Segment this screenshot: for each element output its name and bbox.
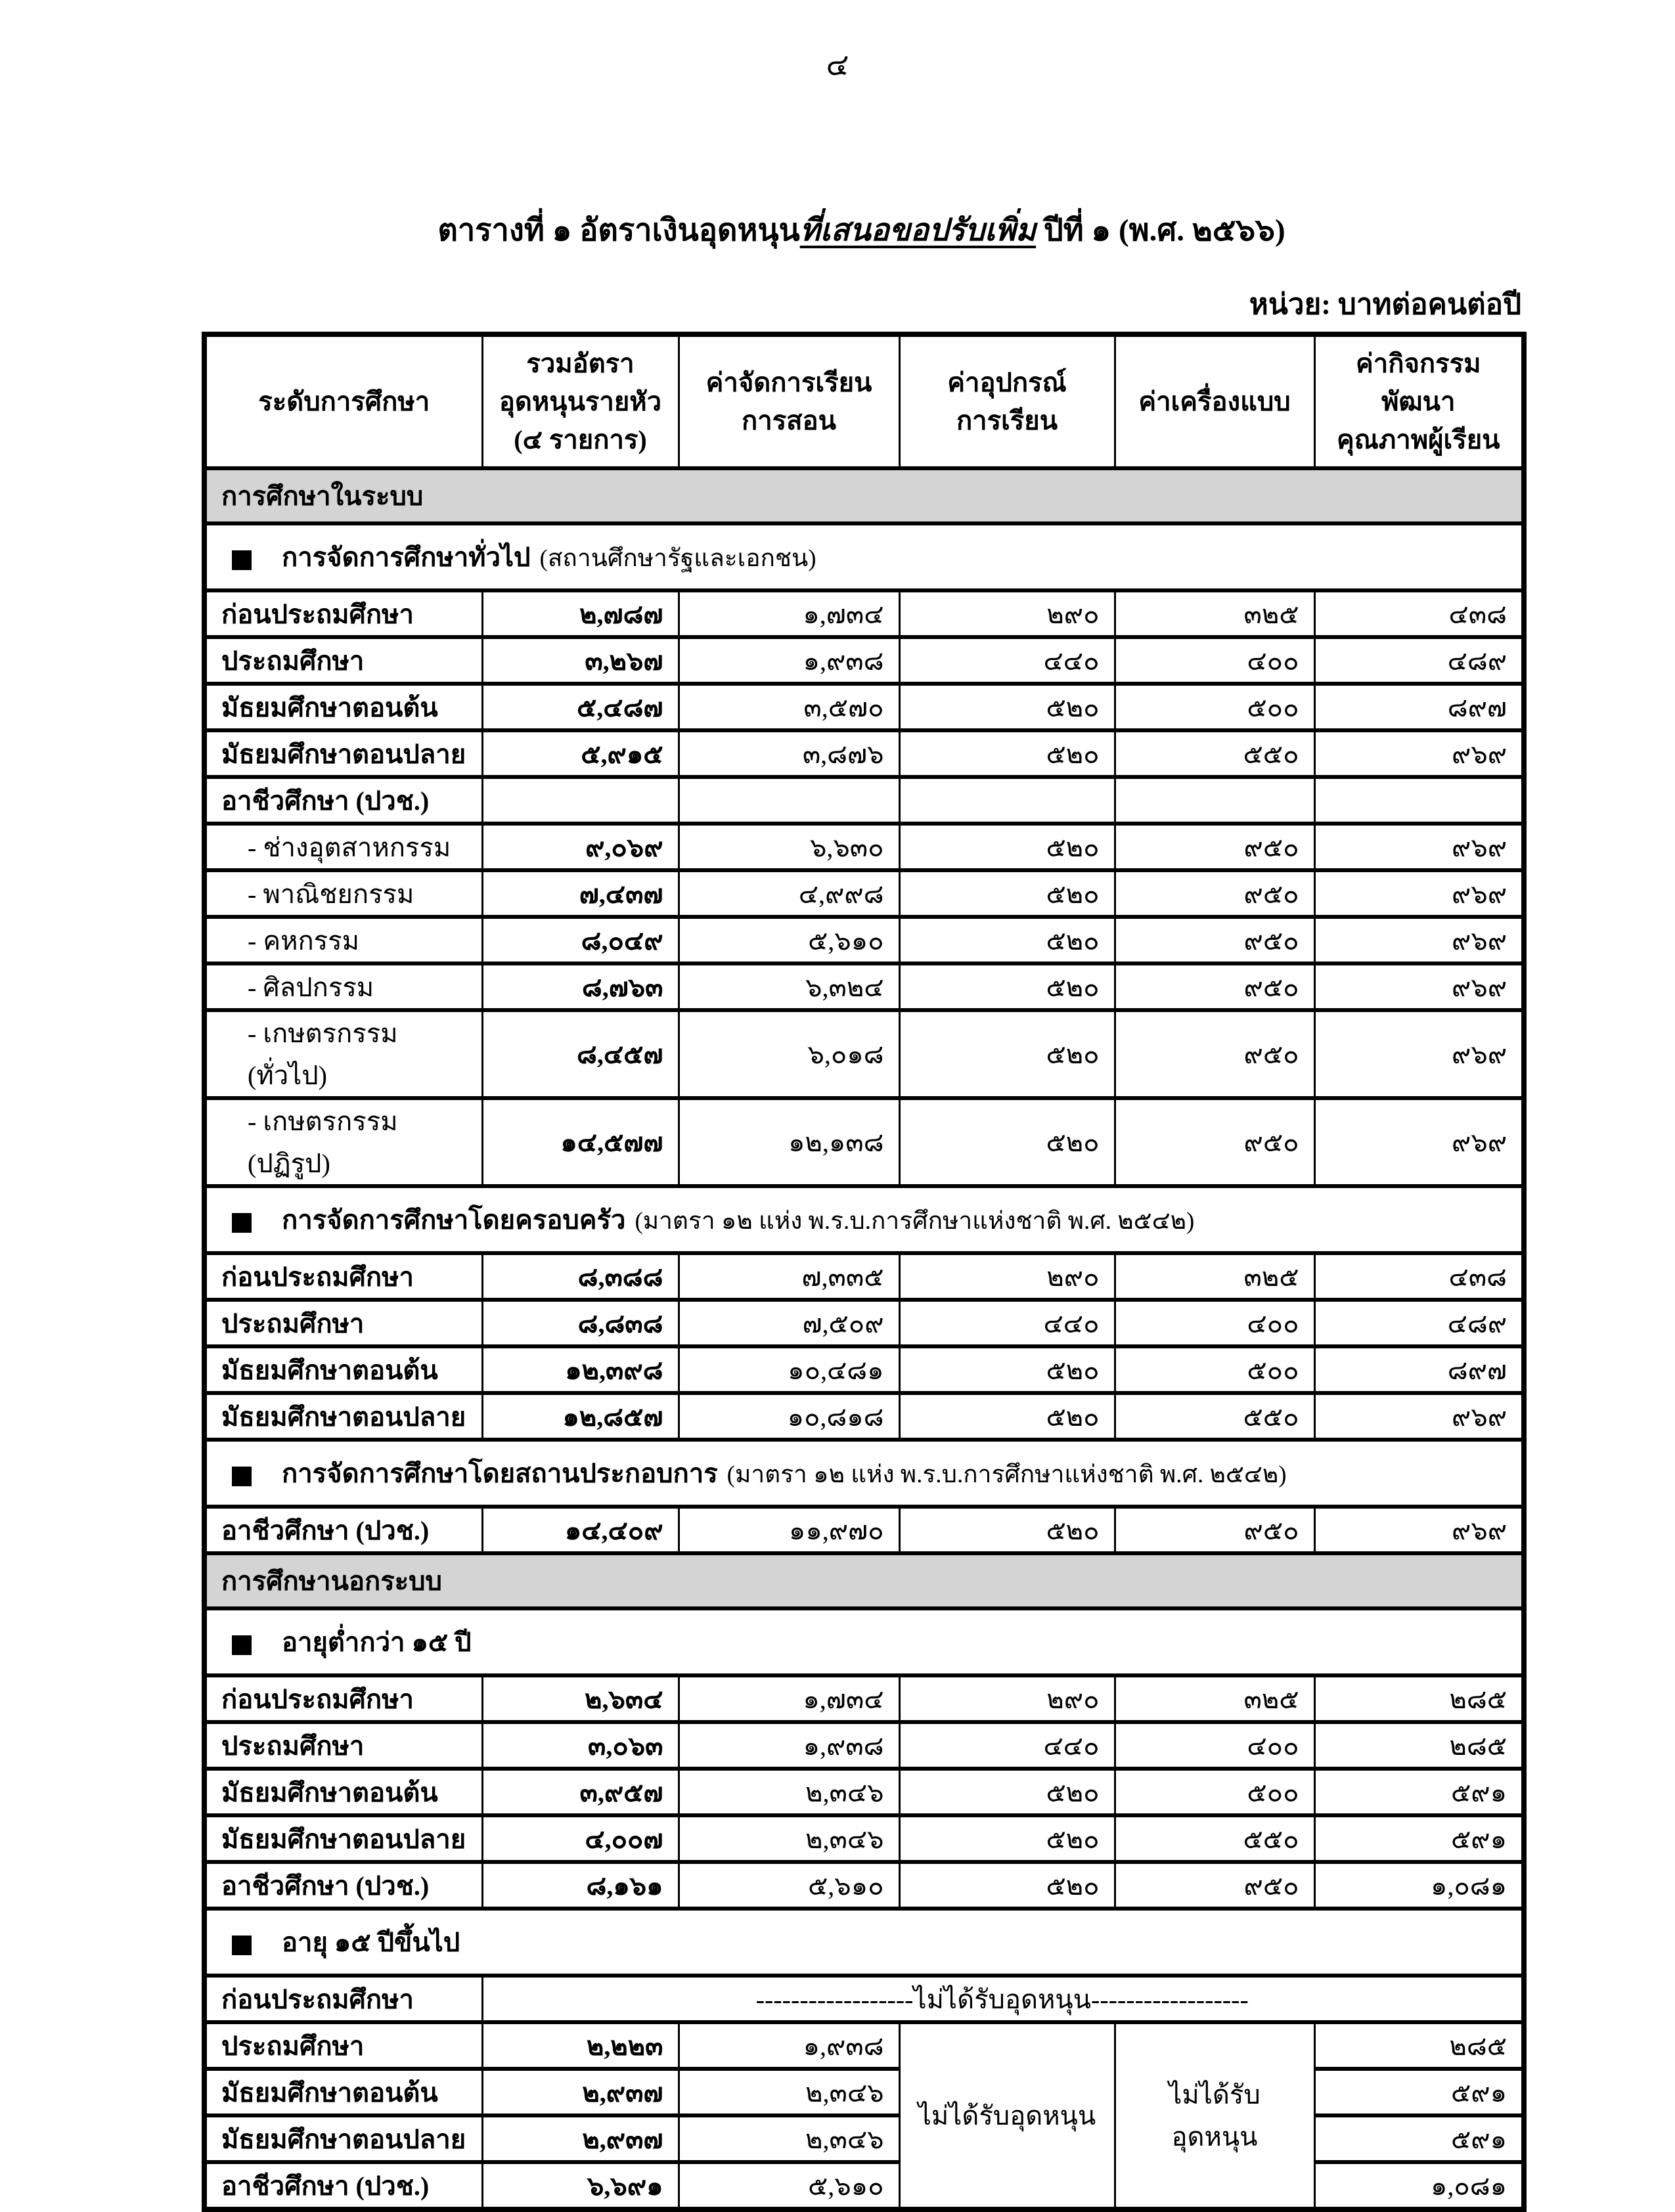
subsection-cell: [204, 1440, 1524, 1507]
row-label: มัธยมศึกษาตอนปลาย: [204, 1815, 482, 1862]
table-row: [204, 2162, 1524, 2209]
header-text: ค่าอุปกรณ์: [947, 367, 1067, 397]
table-row: [204, 1253, 1524, 1300]
bullet-square-icon: [232, 1936, 252, 1955]
activity-cost-cell: ๒๘๕: [1314, 1675, 1524, 1722]
row-label: ก่อนประถมศึกษา: [204, 1253, 482, 1300]
subsection-label: อายุต่ำกว่า ๑๕ ปี: [282, 1627, 472, 1657]
equipment-cost-cell: ๕๒๐: [899, 684, 1115, 730]
row-label: ก่อนประถมศึกษา: [204, 590, 482, 637]
uniform-cost-cell: ๕๕๐: [1115, 730, 1314, 777]
activity-cost-cell: ๔๓๘: [1314, 1253, 1524, 1300]
bullet-square-icon: [232, 1635, 252, 1655]
subsection-label: การจัดการศึกษาโดยครอบครัว: [282, 1205, 626, 1235]
total-rate-cell: ๒,๙๓๗: [482, 2115, 679, 2162]
total-rate-cell: ๖,๖๙๑: [482, 2162, 679, 2209]
uniform-cost-cell: ๙๕๐: [1115, 824, 1314, 870]
teaching-cost-cell: ๕,๖๑๐: [679, 1862, 899, 1909]
equipment-cost-cell: ๕๒๐: [899, 1346, 1115, 1393]
equipment-cost-cell: ๒๙๐: [899, 590, 1115, 637]
equipment-cost-cell: ๕๒๐: [899, 1815, 1115, 1862]
bullet-square-icon: [232, 1467, 252, 1486]
uniform-cost-cell: ๙๕๐: [1115, 1098, 1314, 1186]
activity-cost-cell: ๒๘๕: [1314, 2022, 1524, 2069]
teaching-cost-cell: ๑,๗๓๔: [679, 590, 899, 637]
uniform-cost-cell: ๙๕๐: [1115, 917, 1314, 963]
table-row: [204, 1300, 1524, 1346]
header-row: [204, 334, 1524, 468]
activity-cost-cell: ๑,๐๘๑: [1314, 1862, 1524, 1909]
row-label: ประถมศึกษา: [204, 1722, 482, 1769]
activity-cost-cell: ๔๓๘: [1314, 590, 1524, 637]
activity-cost-cell: ๙๖๙: [1314, 1010, 1524, 1098]
equipment-cost-cell: ๕๒๐: [899, 963, 1115, 1010]
table-row: [204, 777, 1524, 824]
teaching-cost-cell: ๖,๓๒๔: [679, 963, 899, 1010]
subsection-row-over15: [204, 1909, 1524, 1976]
section-row-nonformal: [204, 1553, 1524, 1608]
table-row: [204, 2069, 1524, 2115]
title-prefix: ตารางที่ ๑ อัตราเงินอุดหนุน: [437, 213, 800, 248]
teaching-cost-cell: ๒,๓๔๖: [679, 2069, 899, 2115]
row-label: ประถมศึกษา: [204, 2022, 482, 2069]
activity-cost-cell: ๙๖๙: [1314, 730, 1524, 777]
row-label: อาชีวศึกษา (ปวช.): [204, 1507, 482, 1553]
row-label: - เกษตรกรรม (ปฏิรูป): [204, 1098, 482, 1186]
subsection-row-general: [204, 523, 1524, 590]
equipment-cost-cell: ๕๒๐: [899, 1862, 1115, 1909]
subsection-label: การจัดการศึกษาทั่วไป: [282, 542, 531, 572]
uniform-cost-cell: ๔๐๐: [1115, 1722, 1314, 1769]
row-label: ก่อนประถมศึกษา: [204, 1976, 482, 2022]
equipment-cost-cell: [899, 777, 1115, 824]
uniform-cost-cell: ๙๕๐: [1115, 1507, 1314, 1553]
table-row: [204, 870, 1524, 917]
row-label: มัธยมศึกษาตอนปลาย: [204, 1393, 482, 1440]
table-row: [204, 1675, 1524, 1722]
unit-label: หน่วย: บาทต่อคนต่อปี: [1249, 288, 1521, 321]
row-label: ก่อนประถมศึกษา: [204, 1675, 482, 1722]
activity-cost-cell: ๘๙๗: [1314, 1346, 1524, 1393]
table-row: [204, 917, 1524, 963]
activity-cost-cell: ๙๖๙: [1314, 1507, 1524, 1553]
uniform-cost-cell: ๙๕๐: [1115, 1010, 1314, 1098]
header-text: รวมอัตรา: [526, 348, 635, 378]
activity-cost-cell: ๙๖๙: [1314, 1098, 1524, 1186]
total-rate-cell: ๘,๐๔๙: [482, 917, 679, 963]
total-rate-cell: ๕,๙๑๕: [482, 730, 679, 777]
activity-cost-cell: ๙๖๙: [1314, 824, 1524, 870]
section-label: การศึกษานอกระบบ: [204, 1553, 1524, 1608]
uniform-cost-cell: ๕๐๐: [1115, 1769, 1314, 1815]
equipment-cost-cell: ๒๙๐: [899, 1253, 1115, 1300]
uniform-cost-cell: ๓๒๕: [1115, 590, 1314, 637]
teaching-cost-cell: ๖,๐๑๘: [679, 1010, 899, 1098]
table-row: [204, 684, 1524, 730]
total-rate-cell: ๑๔,๔๐๙: [482, 1507, 679, 1553]
teaching-cost-cell: ๑๐,๘๑๘: [679, 1393, 899, 1440]
activity-cost-cell: ๕๙๑: [1314, 1769, 1524, 1815]
subsection-cell: [204, 1608, 1524, 1675]
table-row: [204, 730, 1524, 777]
title-underlined-part: ที่เสนอขอปรับเพิ่ม: [799, 213, 1037, 248]
total-rate-cell: ๘,๗๖๓: [482, 963, 679, 1010]
teaching-cost-cell: ๖,๖๓๐: [679, 824, 899, 870]
teaching-cost-cell: ๒,๓๔๖: [679, 1769, 899, 1815]
col-header-equipment-cost: [899, 334, 1115, 468]
row-label: - ศิลปกรรม: [204, 963, 482, 1010]
teaching-cost-cell: ๗,๕๐๙: [679, 1300, 899, 1346]
subsection-label: การจัดการศึกษาโดยสถานประกอบการ: [282, 1459, 718, 1488]
equipment-cost-cell: ๕๒๐: [899, 1393, 1115, 1440]
activity-cost-cell: ๙๖๙: [1314, 963, 1524, 1010]
row-label: - เกษตรกรรม (ทั่วไป): [204, 1010, 482, 1098]
row-label: มัธยมศึกษาตอนต้น: [204, 2069, 482, 2115]
uniform-cost-cell: [1115, 777, 1314, 824]
subsection-row-under15: [204, 1608, 1524, 1675]
row-label: - ช่างอุตสาหกรรม: [204, 824, 482, 870]
header-text: ค่าเครื่องแบบ: [1138, 386, 1291, 416]
table-row: [204, 1346, 1524, 1393]
uniform-cost-cell: ๙๕๐: [1115, 870, 1314, 917]
title-suffix: ปีที่ ๑ (พ.ศ. ๒๕๖๖): [1036, 213, 1285, 248]
uniform-cost-cell: ๕๐๐: [1115, 1346, 1314, 1393]
teaching-cost-cell: ๑,๙๓๘: [679, 1722, 899, 1769]
table-title: [202, 205, 1521, 254]
row-label: - คหกรรม: [204, 917, 482, 963]
bullet-square-icon: [232, 1213, 252, 1233]
row-label: มัธยมศึกษาตอนต้น: [204, 1346, 482, 1393]
teaching-cost-cell: ๑,๙๓๘: [679, 2022, 899, 2069]
table-row: [204, 637, 1524, 684]
row-label: อาชีวศึกษา (ปวช.): [204, 2162, 482, 2209]
header-text: ระดับการศึกษา: [258, 386, 430, 416]
uniform-cost-cell: ๙๕๐: [1115, 1862, 1314, 1909]
teaching-cost-cell: ๗,๓๓๕: [679, 1253, 899, 1300]
teaching-cost-cell: ๑๑,๙๗๐: [679, 1507, 899, 1553]
total-rate-cell: ๒,๗๘๗: [482, 590, 679, 637]
teaching-cost-cell: ๑,๙๓๘: [679, 637, 899, 684]
teaching-cost-cell: ๑๐,๔๘๑: [679, 1346, 899, 1393]
activity-cost-cell: ๙๖๙: [1314, 917, 1524, 963]
table-row: [204, 1393, 1524, 1440]
subsection-note: (มาตรา ๑๒ แห่ง พ.ร.บ.การศึกษาแห่งชาติ พ.ศ. ๒๕๔๒): [635, 1208, 1195, 1235]
row-label: ประถมศึกษา: [204, 637, 482, 684]
uniform-cost-cell: ๕๕๐: [1115, 1815, 1314, 1862]
activity-cost-cell: ๔๘๙: [1314, 1300, 1524, 1346]
uniform-cost-cell: ๓๒๕: [1115, 1675, 1314, 1722]
activity-cost-cell: [1314, 777, 1524, 824]
uniform-cost-cell: ๓๒๕: [1115, 1253, 1314, 1300]
subsection-note: (มาตรา ๑๒ แห่ง พ.ร.บ.การศึกษาแห่งชาติ พ.ศ. ๒๕๔๒): [726, 1461, 1287, 1488]
teaching-cost-cell: ๕,๖๑๐: [679, 2162, 899, 2209]
equipment-cost-cell: ๕๒๐: [899, 730, 1115, 777]
col-header-education-level: [204, 334, 482, 468]
total-rate-cell: ๑๒,๓๙๘: [482, 1346, 679, 1393]
equipment-cost-cell: ๔๔๐: [899, 637, 1115, 684]
activity-cost-cell: ๕๙๑: [1314, 2115, 1524, 2162]
total-rate-cell: ๒,๒๒๓: [482, 2022, 679, 2069]
subsidy-rate-table: [202, 332, 1527, 2212]
row-label: มัธยมศึกษาตอนปลาย: [204, 2115, 482, 2162]
teaching-cost-cell: ๒,๓๔๖: [679, 1815, 899, 1862]
teaching-cost-cell: ๓,๘๗๖: [679, 730, 899, 777]
total-rate-cell: ๒,๖๓๔: [482, 1675, 679, 1722]
equipment-cost-cell: ๒๙๐: [899, 1675, 1115, 1722]
subsection-cell: [204, 1186, 1524, 1253]
total-rate-cell: ๔,๐๐๗: [482, 1815, 679, 1862]
equipment-cost-cell: ๔๔๐: [899, 1722, 1115, 1769]
subsection-row-homeschool: [204, 1186, 1524, 1253]
equipment-cost-cell: ๕๒๐: [899, 870, 1115, 917]
table-row: [204, 963, 1524, 1010]
row-label: อาชีวศึกษา (ปวช.): [204, 1862, 482, 1909]
col-header-total-rate: [482, 334, 679, 468]
equipment-cost-cell: ๕๒๐: [899, 1769, 1115, 1815]
section-row-in-system: [204, 468, 1524, 523]
activity-cost-cell: ๑,๐๘๑: [1314, 2162, 1524, 2209]
table-row-no-subsidy: [204, 1976, 1524, 2022]
table-row: [204, 824, 1524, 870]
subsection-row-workplace: [204, 1440, 1524, 1507]
header-text: คุณภาพผู้เรียน: [1337, 424, 1500, 454]
teaching-cost-cell: ๓,๕๗๐: [679, 684, 899, 730]
row-label: มัธยมศึกษาตอนปลาย: [204, 730, 482, 777]
equipment-cost-cell: ๕๒๐: [899, 1010, 1115, 1098]
header-text: ค่ากิจกรรมพัฒนา: [1356, 348, 1481, 416]
section-label: การศึกษาในระบบ: [204, 468, 1524, 523]
teaching-cost-cell: ๒,๓๔๖: [679, 2115, 899, 2162]
row-label: อาชีวศึกษา (ปวช.): [204, 777, 482, 824]
teaching-cost-cell: [679, 777, 899, 824]
row-label: มัธยมศึกษาตอนต้น: [204, 684, 482, 730]
no-subsidy-dashed-cell: ------------------ไม่ได้รับอุดหนุน------------------: [482, 1976, 1524, 2022]
no-subsidy-merged-cell: ไม่ได้รับอุดหนุน: [1115, 2022, 1314, 2209]
bullet-square-icon: [232, 550, 252, 570]
activity-cost-cell: ๕๙๑: [1314, 2069, 1524, 2115]
activity-cost-cell: ๙๖๙: [1314, 1393, 1524, 1440]
header-text: การสอน: [742, 405, 836, 435]
total-rate-cell: ๘,๑๖๑: [482, 1862, 679, 1909]
col-header-uniform-cost: [1115, 334, 1314, 468]
subsection-note: (สถานศึกษารัฐและเอกชน): [539, 545, 816, 572]
activity-cost-cell: ๘๙๗: [1314, 684, 1524, 730]
total-rate-cell: ๑๒,๘๕๗: [482, 1393, 679, 1440]
col-header-activity-cost: [1314, 334, 1524, 468]
header-text: ค่าจัดการเรียน: [705, 367, 872, 397]
total-rate-cell: ๕,๔๘๗: [482, 684, 679, 730]
teaching-cost-cell: ๑,๗๓๔: [679, 1675, 899, 1722]
no-subsidy-merged-cell: ไม่ได้รับอุดหนุน: [899, 2022, 1115, 2209]
teaching-cost-cell: ๑๒,๑๓๘: [679, 1098, 899, 1186]
table-row: [204, 1769, 1524, 1815]
table-row: [204, 1815, 1524, 1862]
uniform-cost-cell: ๙๕๐: [1115, 963, 1314, 1010]
total-rate-cell: ๑๔,๕๗๗: [482, 1098, 679, 1186]
table-row: [204, 590, 1524, 637]
total-rate-cell: ๗,๔๓๗: [482, 870, 679, 917]
activity-cost-cell: ๙๖๙: [1314, 870, 1524, 917]
uniform-cost-cell: ๔๐๐: [1115, 637, 1314, 684]
equipment-cost-cell: ๕๒๐: [899, 1507, 1115, 1553]
equipment-cost-cell: ๕๒๐: [899, 824, 1115, 870]
activity-cost-cell: ๔๘๙: [1314, 637, 1524, 684]
subsection-cell: [204, 523, 1524, 590]
total-rate-cell: ๘,๓๘๘: [482, 1253, 679, 1300]
total-rate-cell: ๙,๐๖๙: [482, 824, 679, 870]
total-rate-cell: [482, 777, 679, 824]
header-text: อุดหนุนรายหัว: [499, 386, 662, 416]
table-row: [204, 1507, 1524, 1553]
row-label: มัธยมศึกษาตอนต้น: [204, 1769, 482, 1815]
row-label: - พาณิชยกรรม: [204, 870, 482, 917]
table-row: [204, 1010, 1524, 1098]
row-label: ประถมศึกษา: [204, 1300, 482, 1346]
uniform-cost-cell: ๕๐๐: [1115, 684, 1314, 730]
total-rate-cell: ๓,๐๖๓: [482, 1722, 679, 1769]
table-row: [204, 2115, 1524, 2162]
total-rate-cell: ๘,๔๕๗: [482, 1010, 679, 1098]
table-row: [204, 1862, 1524, 1909]
subsection-label: อายุ ๑๕ ปีขึ้นไป: [282, 1928, 460, 1957]
table-row: [204, 2022, 1524, 2069]
activity-cost-cell: ๒๘๕: [1314, 1722, 1524, 1769]
uniform-cost-cell: ๕๕๐: [1115, 1393, 1314, 1440]
activity-cost-cell: ๕๙๑: [1314, 1815, 1524, 1862]
table-row: [204, 1098, 1524, 1186]
subsection-cell: [204, 1909, 1524, 1976]
total-rate-cell: ๘,๘๓๘: [482, 1300, 679, 1346]
total-rate-cell: ๒,๙๓๗: [482, 2069, 679, 2115]
equipment-cost-cell: ๕๒๐: [899, 917, 1115, 963]
header-text: การเรียน: [956, 405, 1058, 435]
table-row: [204, 1722, 1524, 1769]
teaching-cost-cell: ๕,๖๑๐: [679, 917, 899, 963]
total-rate-cell: ๓,๙๕๗: [482, 1769, 679, 1815]
equipment-cost-cell: ๔๔๐: [899, 1300, 1115, 1346]
teaching-cost-cell: ๔,๙๙๘: [679, 870, 899, 917]
col-header-teaching-cost: [679, 334, 899, 468]
header-text: (๔ รายการ): [514, 424, 647, 454]
total-rate-cell: ๓,๒๖๗: [482, 637, 679, 684]
page-number: ๔: [826, 48, 849, 81]
equipment-cost-cell: ๕๒๐: [899, 1098, 1115, 1186]
uniform-cost-cell: ๔๐๐: [1115, 1300, 1314, 1346]
